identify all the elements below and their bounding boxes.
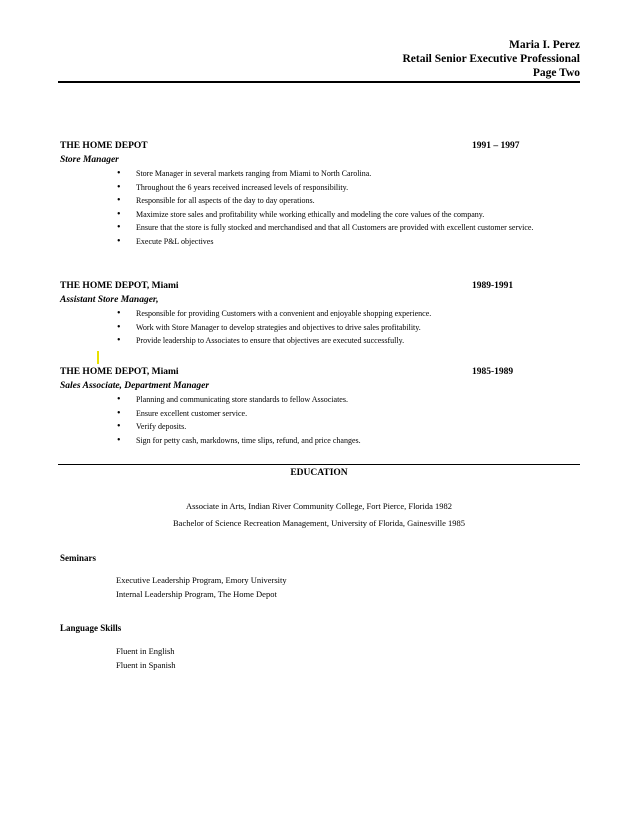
education-entry: Bachelor of Science Recreation Management, University of Florida, Gainesville 1985 [173, 518, 465, 528]
duty-item: • Sign for petty cash, markdowns, time slips, refund, and price changes. [60, 434, 580, 448]
job-title: Assistant Store Manager, [60, 295, 159, 305]
page-header [403, 38, 581, 80]
seminar-item: Internal Leadership Program, The Home Depot [116, 588, 277, 599]
job-title: Sales Associate, Department Manager [60, 381, 210, 391]
header-rule [58, 81, 580, 83]
language-list [116, 645, 176, 672]
job-entry [60, 281, 580, 348]
education-entry: Associate in Arts, Indian River Community College, Fort Pierce, Florida 1982 [185, 501, 453, 511]
education-heading: EDUCATION [290, 468, 348, 478]
duty-item: • Provide leadership to Associates to ensure that objectives are executed successfully. [60, 334, 580, 348]
job-dates: 1991 – 1997 [472, 141, 520, 151]
job-title: Store Manager [60, 155, 119, 165]
language-skills-heading: Language Skills [60, 623, 122, 633]
duty-item: • Verify deposits. [60, 420, 580, 434]
job-company: THE HOME DEPOT [60, 141, 148, 151]
text-cursor-marker [97, 351, 99, 364]
job-duties [60, 393, 580, 447]
education-rule [58, 464, 580, 465]
language-item: Fluent in English [116, 646, 175, 656]
page-number: Page Two [532, 67, 580, 79]
duty-item: • Store Manager in several markets ranging from Miami to North Carolina. [60, 167, 580, 181]
duty-item: • Ensure excellent customer service. [60, 407, 580, 421]
duty-item: • Responsible for all aspects of the day to day operations. [60, 194, 580, 208]
job-duties [60, 307, 580, 348]
applicant-name: Maria I. Perez [509, 39, 580, 51]
applicant-title: Retail Senior Executive Professional [402, 53, 580, 65]
job-dates: 1985-1989 [472, 367, 514, 377]
duty-item: • Ensure that the store is fully stocked and merchandised and that all Customers are provided with excellent customer service. [60, 221, 580, 235]
duty-item: • Throughout the 6 years received increased levels of responsibility. [60, 181, 580, 195]
duty-item: • Maximize store sales and profitability while working ethically and modeling the core values of the company. [60, 208, 580, 222]
job-company: THE HOME DEPOT, Miami [60, 281, 179, 291]
duty-item: • Responsible for providing Customers with a convenient and enjoyable shopping experience. [60, 307, 580, 321]
language-item: Fluent in Spanish [116, 659, 176, 670]
education-list [58, 498, 580, 532]
seminars-heading: Seminars [60, 553, 96, 563]
job-dates: 1989-1991 [472, 281, 514, 291]
job-entry [60, 367, 580, 447]
seminars-list [116, 574, 287, 601]
duty-item: • Planning and communicating store standards to fellow Associates. [60, 393, 580, 407]
job-company: THE HOME DEPOT, Miami [60, 367, 179, 377]
seminar-item: Executive Leadership Program, Emory University [116, 575, 287, 585]
duty-item: • Work with Store Manager to develop strategies and objectives to drive sales profitability. [60, 321, 580, 335]
duty-item: • Execute P&L objectives [60, 235, 580, 249]
job-entry [60, 141, 580, 248]
job-duties [60, 167, 580, 248]
